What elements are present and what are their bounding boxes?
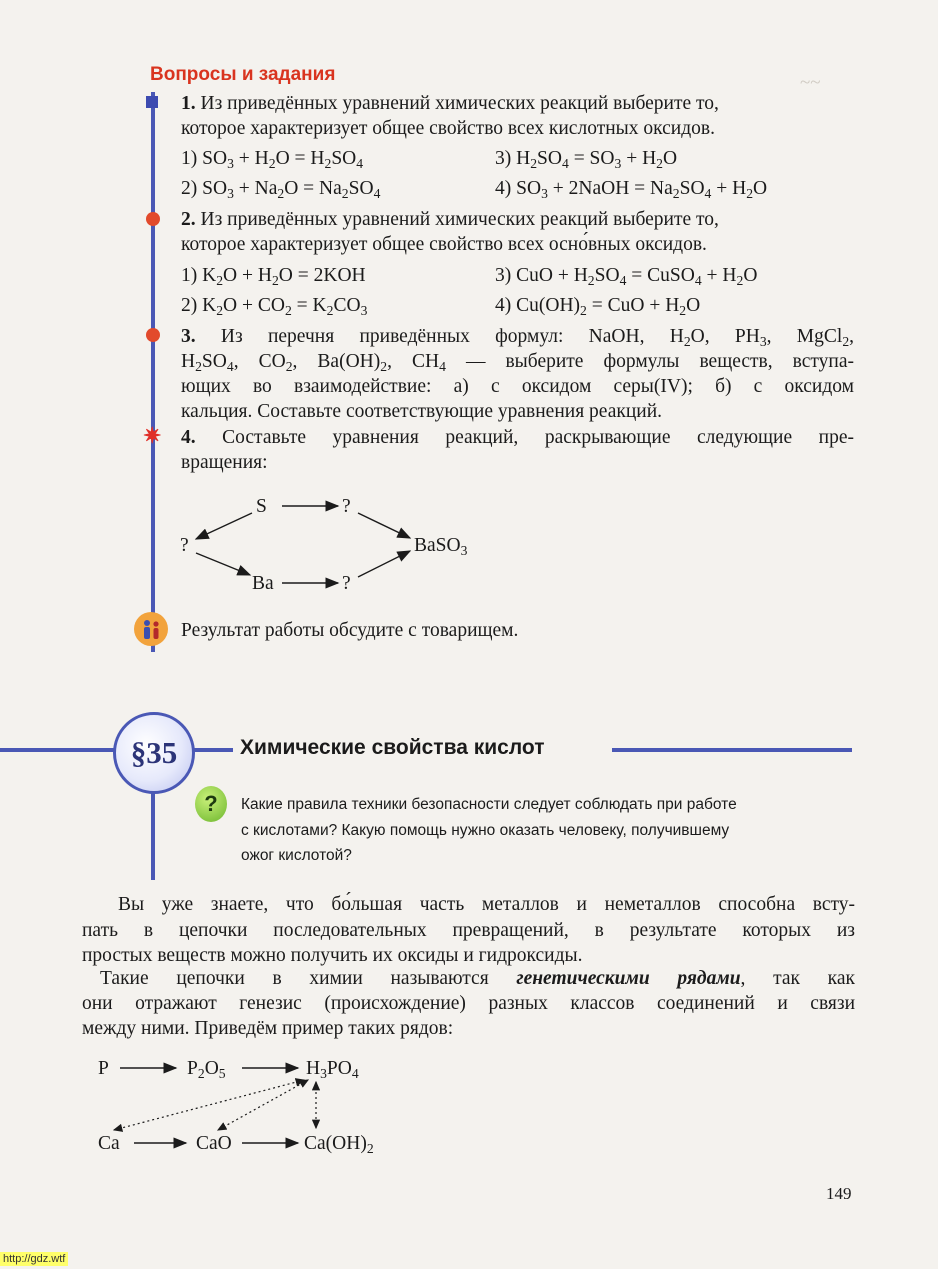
body-p2-line3: между ними. Приведём пример таких рядов: [82, 1018, 454, 1039]
q1-option-1: 1) $SO_3 + H_2O = H_2SO_4$ [181, 148, 364, 171]
section-number-badge: §35 [113, 712, 195, 794]
q2-option-2: 2) $K_2O + CO_2 = K_2CO_3$ [181, 295, 368, 318]
watermark-link[interactable]: http://gdz.wtf [0, 1252, 68, 1266]
question-icon: ? [195, 786, 227, 822]
chain-caoh2: $Ca(OH)_2$ [304, 1133, 374, 1156]
dot-bullet-icon [146, 212, 160, 226]
q3-line1: 3. Из перечня приведённых формул: NaOH, $H_2O$, $PH_3$, MgCl$_2$, [181, 326, 855, 349]
body-p2-line2: они отражают генезис (происхождение) разных классов соединений и связи [82, 993, 855, 1014]
body-p2-line1: Такие цепочки в химии называются генетическими рядами, так как [100, 968, 855, 989]
q1-text-1: Из приведённых уравнений химических реакций выберите то, [200, 93, 719, 114]
genetic-series-term: генетическими рядами [516, 968, 741, 989]
chain-ca: Ca [98, 1133, 120, 1154]
q2-option-4: 4) $Cu(OH)_2$ = CuO + $H_2O$ [495, 295, 701, 318]
body-p1-line2: пать в цепочки последовательных превращений, в результате которых из [82, 920, 855, 941]
scheme-q-left: ? [180, 535, 189, 556]
q4-line1: 4. Составьте уравнения реакций, раскрывающие следующие пре- [181, 427, 854, 448]
section-rule-left [0, 748, 116, 752]
section-question-line1: Какие правила техники безопасности следует соблюдать при работе [241, 796, 737, 813]
scheme-s: S [256, 496, 267, 517]
section-vertical-rule [151, 790, 155, 880]
dot-bullet-icon [146, 328, 160, 342]
square-bullet-icon [146, 96, 158, 108]
q3-line2: $H_2SO_4$, $CO_2$, $Ba(OH)_2$, $CH_4$ — выберите формулы веществ, вступа- [181, 351, 854, 374]
arrow-q-to-baso3-bottom [358, 551, 410, 577]
q2-line1: 2. Из приведённых уравнений химических реакций выберите то, [181, 209, 719, 230]
arrow-qleft-to-ba [196, 553, 250, 575]
questions-heading: Вопросы и задания [150, 64, 336, 85]
q1-line2: которое характеризует общее свойство всех кислотных оксидов. [181, 118, 715, 139]
dotted-h3po4-to-ca [114, 1080, 304, 1130]
discuss-text: Результат работы обсудите с товарищем. [181, 620, 519, 641]
section-rule-right [612, 748, 852, 752]
q1-option-4: 4) $SO_3$ + 2NaOH = $Na_2SO_4 + H_2O$ [495, 178, 768, 201]
q1-option-3: 3) $H_2SO_4 = SO_3 + H_2O$ [495, 148, 678, 171]
q2-option-1: 1) $K_2O + H_2O = 2KOH$ [181, 265, 366, 288]
dotted-h3po4-to-cao [218, 1080, 308, 1130]
people-icon [134, 612, 168, 646]
q4-line2: вращения: [181, 452, 268, 473]
scheme-q-bottom: ? [342, 573, 351, 594]
q2-option-3: 3) CuO + $H_2SO_4$ = CuSO$_4$ + $H_2O$ [495, 265, 758, 288]
scheme-q-top: ? [342, 496, 351, 517]
chain-cao: CaO [196, 1133, 232, 1154]
page-number: 149 [826, 1184, 852, 1203]
questions-vertical-rule [151, 92, 155, 652]
body-p1-line3: простых веществ можно получить их оксиды и гидроксиды. [82, 945, 583, 966]
bleed-through-text: ~~ [800, 72, 821, 93]
q1-number: 1. [181, 93, 196, 114]
q1-line1 [181, 91, 854, 116]
arrow-s-to-qleft [196, 513, 252, 539]
scheme-ba: Ba [252, 573, 274, 594]
chain-p: P [98, 1058, 109, 1079]
q3-line4: кальция. Составьте соответствующие уравнения реакций. [181, 401, 663, 422]
body-p1-line1: Вы уже знаете, что бо́льшая часть металлов и неметаллов способна всту- [118, 894, 855, 915]
q2-line2: которое характеризует общее свойство всех осно́вных оксидов. [181, 234, 707, 255]
q1-option-2: 2) $SO_3 + Na_2O = Na_2SO_4$ [181, 178, 381, 201]
chain-h3po4: $H_3PO_4$ [306, 1058, 359, 1081]
section-rule-mid [193, 748, 233, 752]
star-bullet-icon: ✷ [143, 423, 162, 448]
section-title: Химические свойства кислот [240, 736, 545, 759]
chain-p2o5: $P_2O_5$ [187, 1058, 226, 1081]
arrow-q-to-baso3 [358, 513, 410, 538]
section-question-line2: с кислотами? Какую помощь нужно оказать человеку, получившему [241, 822, 730, 839]
q3-line3: ющих во взаимодействие: а) с оксидом серы(IV); б) с оксидом [181, 376, 854, 397]
section-question-line3: ожог кислотой? [241, 847, 352, 864]
scheme-baso3: BaSO$_3$ [414, 535, 468, 558]
